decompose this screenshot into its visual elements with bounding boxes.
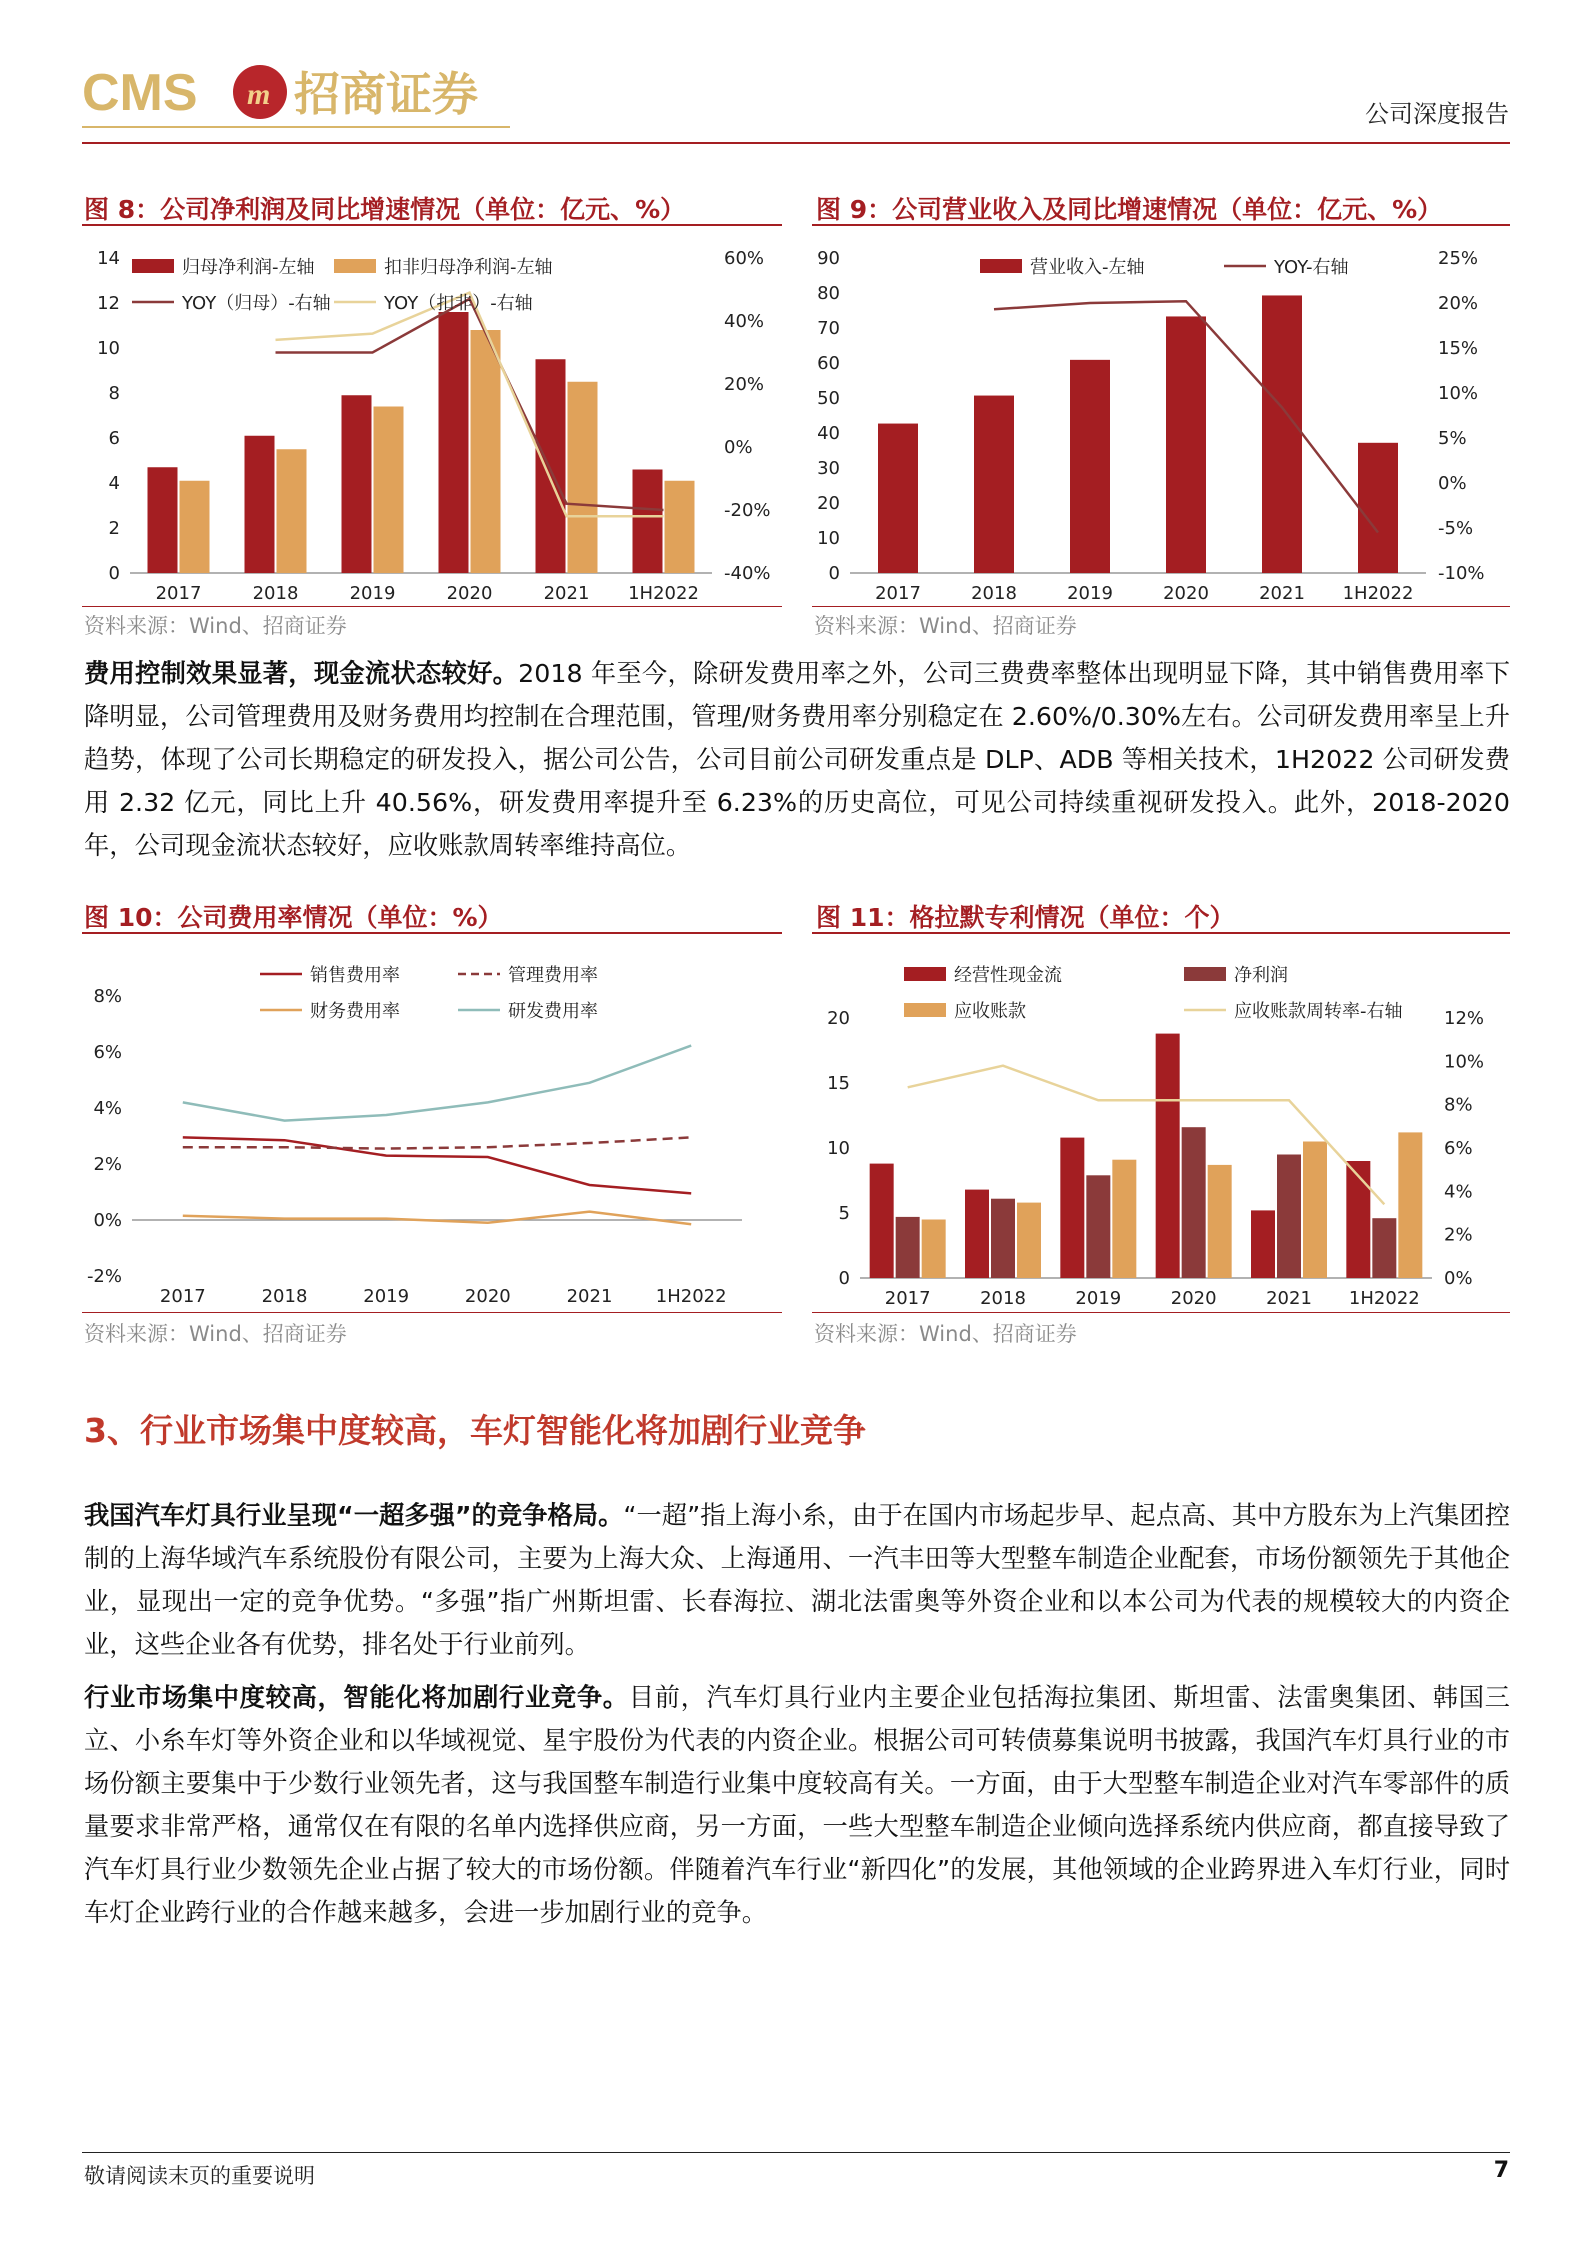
bar <box>277 449 307 573</box>
legend-swatch <box>904 1003 946 1017</box>
page-number: 7 <box>1493 2158 1509 2183</box>
bar <box>991 1199 1015 1278</box>
legend-label: 应收账款周转率-右轴 <box>1234 1001 1403 1022</box>
y-tick-label: 10 <box>97 338 120 359</box>
y-tick-label: 4 <box>108 473 120 494</box>
y-tick-label: 4% <box>93 1098 122 1119</box>
bar <box>148 467 178 573</box>
legend-label: 扣非归母净利润-左轴 <box>384 257 553 278</box>
x-tick-label: 2020 <box>1170 1288 1217 1309</box>
y2-tick-label: 15% <box>1438 338 1479 359</box>
series-line <box>276 293 664 517</box>
bar <box>374 407 404 574</box>
x-tick-label: 1H2022 <box>655 1286 727 1307</box>
y-tick-label: 14 <box>97 248 120 269</box>
series-line <box>183 1137 691 1193</box>
paragraph-body: 2018 年至今，除研发费用率之外，公司三费费率整体出现明显下降，其中销售费用率下降明显，公司管理费用及财务费用均控制在合理范围，管理/财务费用率分别稳定在 2.60%/0.30%左右。公司研发费用率呈上升趋势，体现了公司长期稳定的研发投入，据公司公告，公司目前公司研发重点是 DLP、ADB 等相关技术，1H2022 公司研发费用 2.32 亿元，同比上升 40.56%，研发费用率提升至 6.23%的历史高位，可见公司持续重视研发投入。此外，2018-2020 年，公司现金流状态较好，应收账款周转率维持高位。 <box>84 659 1510 860</box>
legend-swatch <box>1184 967 1226 981</box>
bar <box>439 312 469 573</box>
legend-label: 销售费用率 <box>310 965 400 986</box>
report-type: 公司深度报告 <box>1365 100 1509 128</box>
y-tick-label: 0 <box>828 563 840 584</box>
legend-label: 经营性现金流 <box>954 965 1062 986</box>
x-tick-label: 2020 <box>1163 583 1209 604</box>
bar <box>471 330 501 573</box>
fig8-rule <box>82 224 782 226</box>
legend-label: 财务费用率 <box>310 1001 400 1022</box>
fig10-rule <box>82 932 782 934</box>
x-tick-label: 2017 <box>884 1288 931 1309</box>
y-tick-label: 2 <box>108 518 120 539</box>
y2-tick-label: 6% <box>1444 1138 1473 1159</box>
bar <box>665 481 695 573</box>
bar <box>878 424 918 573</box>
paragraph-competition-pattern <box>84 1494 1510 1666</box>
y-tick-label: 70 <box>817 318 840 339</box>
paragraph-lead: 费用控制效果显著，现金流状态较好。 <box>84 659 519 688</box>
section-title: 3、行业市场集中度较高，车灯智能化将加剧行业竞争 <box>84 1411 866 1450</box>
y-tick-label: 0% <box>93 1210 122 1231</box>
series-line <box>276 299 664 510</box>
paragraph-body: 目前，汽车灯具行业内主要企业包括海拉集团、斯坦雷、法雷奥集团、韩国三立、小糸车灯等外资企业和以华域视觉、星宇股份为代表的内资企业。根据公司可转债募集说明书披露，我国汽车灯具行业的市场份额主要集中于少数行业领先者，这与我国整车制造行业集中度较高有关。一方面，由于大型整车制造企业对汽车零部件的质量要求非常严格，通常仅在有限的名单内选择供应商，另一方面，一些大型整车制造企业倾向选择系统内供应商，都直接导致了汽车灯具行业少数领先企业占据了较大的市场份额。伴随着汽车行业“新四化”的发展，其他领域的企业跨界进入车灯行业，同时车灯企业跨行业的合作越来越多，会进一步加剧行业的竞争。 <box>84 1683 1510 1927</box>
logo-underline <box>82 126 510 128</box>
fig10-chart <box>82 948 782 1312</box>
bar <box>1070 360 1110 573</box>
legend-label: YOY-右轴 <box>1274 257 1349 278</box>
bar <box>1251 1210 1275 1278</box>
legend-label: YOY（扣非）-右轴 <box>384 293 533 314</box>
fig11-chart <box>812 948 1510 1312</box>
fig9-bottom-rule <box>812 606 1510 607</box>
fig11-title: 图 11：格拉默专利情况（单位：个） <box>816 903 1235 932</box>
fig11-source: 资料来源：Wind、招商证券 <box>814 1322 1077 1346</box>
bar <box>974 396 1014 573</box>
y-tick-label: 80 <box>817 283 840 304</box>
paragraph-body: “一超”指上海小糸，由于在国内市场起步早、起点高、其中方股东为上汽集团控制的上海华域汽车系统股份有限公司，主要为上海大众、上海通用、一汽丰田等大型整车制造企业配套，市场份额领先于其他企业，显现出一定的竞争优势。“多强”指广州斯坦雷、长春海拉、湖北法雷奥等外资企业和以本公司为代表的规模较大的内资企业，这些企业各有优势，排名处于行业前列。 <box>84 1501 1510 1659</box>
y2-tick-label: 20% <box>1438 293 1479 314</box>
bar <box>870 1164 894 1278</box>
fig10-title: 图 10：公司费用率情况（单位：%） <box>84 903 503 932</box>
x-tick-label: 2017 <box>875 583 921 604</box>
x-tick-label: 2017 <box>159 1286 206 1307</box>
bar <box>1086 1175 1110 1278</box>
bar <box>1398 1132 1422 1278</box>
y2-tick-label: 25% <box>1438 248 1479 269</box>
fig9-rule <box>812 224 1510 226</box>
series-line <box>183 1046 691 1121</box>
y2-tick-label: 0% <box>1444 1268 1473 1289</box>
footer-note: 敬请阅读末页的重要说明 <box>84 2164 315 2188</box>
series-line <box>183 1212 691 1225</box>
y2-tick-label: 0% <box>724 437 753 458</box>
bar <box>245 436 275 573</box>
legend-swatch <box>132 259 174 273</box>
bar <box>342 395 372 573</box>
paragraph-lead: 行业市场集中度较高，智能化将加剧行业竞争。 <box>84 1683 629 1712</box>
x-tick-label: 1H2022 <box>1342 583 1414 604</box>
y-tick-label: 15 <box>827 1073 850 1094</box>
fig8-bottom-rule <box>82 606 782 607</box>
x-tick-label: 2019 <box>349 583 396 604</box>
paragraph-lead: 我国汽车灯具行业呈现“一超多强”的竞争格局。 <box>84 1501 624 1530</box>
bar <box>633 470 663 574</box>
y-tick-label: 12 <box>97 293 120 314</box>
y2-tick-label: 40% <box>724 311 765 332</box>
bar <box>180 481 210 573</box>
y2-tick-label: 12% <box>1444 1008 1485 1029</box>
bar <box>922 1220 946 1279</box>
x-tick-label: 2018 <box>252 583 299 604</box>
paragraph-expense-control <box>84 652 1510 867</box>
x-tick-label: 2021 <box>566 1286 613 1307</box>
y-tick-label: 5 <box>838 1203 850 1224</box>
x-tick-label: 1H2022 <box>628 583 699 604</box>
y-tick-label: 10 <box>817 528 840 549</box>
bar <box>568 382 598 573</box>
bar <box>1358 443 1398 573</box>
x-tick-label: 2020 <box>446 583 493 604</box>
y2-tick-label: -5% <box>1438 518 1474 539</box>
fig9-title: 图 9：公司营业收入及同比增速情况（单位：亿元、%） <box>816 195 1443 224</box>
y-tick-label: 2% <box>93 1154 122 1175</box>
x-tick-label: 2021 <box>1259 583 1305 604</box>
bar <box>1262 295 1302 573</box>
bar <box>1156 1034 1180 1278</box>
fig11-rule <box>812 932 1510 934</box>
legend-label: 归母净利润-左轴 <box>182 257 315 278</box>
fig10-bottom-rule <box>82 1312 782 1313</box>
bar <box>965 1190 989 1278</box>
x-tick-label: 2019 <box>363 1286 410 1307</box>
y-tick-label: -2% <box>86 1266 122 1287</box>
y2-tick-label: 8% <box>1444 1094 1473 1116</box>
footer-rule <box>82 2152 1510 2153</box>
legend-swatch <box>980 259 1022 273</box>
y-tick-label: 50 <box>817 388 840 409</box>
bar <box>1017 1203 1041 1278</box>
y-tick-label: 20 <box>817 493 840 514</box>
bar <box>1346 1161 1370 1278</box>
x-tick-label: 1H2022 <box>1348 1288 1420 1309</box>
paragraph-market-concentration <box>84 1676 1510 1934</box>
y-tick-label: 6% <box>93 1042 122 1063</box>
y-tick-label: 60 <box>817 353 840 374</box>
legend-label: 净利润 <box>1234 965 1288 986</box>
x-tick-label: 2021 <box>543 583 590 604</box>
y-tick-label: 90 <box>817 248 840 269</box>
y-tick-label: 30 <box>817 458 840 479</box>
y2-tick-label: 4% <box>1444 1181 1473 1203</box>
header-rule <box>82 142 1510 144</box>
legend-label: YOY（归母）-右轴 <box>182 293 331 314</box>
y2-tick-label: 2% <box>1444 1224 1473 1246</box>
x-tick-label: 2020 <box>464 1286 511 1307</box>
y2-tick-label: 5% <box>1438 428 1467 449</box>
legend-label: 营业收入-左轴 <box>1030 257 1145 278</box>
y-tick-label: 40 <box>817 423 840 444</box>
fig8-chart <box>82 240 782 610</box>
y-tick-label: 6 <box>108 428 120 449</box>
bar <box>1182 1127 1206 1278</box>
y2-tick-label: -20% <box>724 500 771 521</box>
y2-tick-label: 10% <box>1438 383 1479 404</box>
legend-label: 应收账款 <box>954 1001 1026 1022</box>
legend-swatch <box>334 259 376 273</box>
y2-tick-label: 0% <box>1438 473 1467 494</box>
y2-tick-label: -10% <box>1438 563 1485 584</box>
bar <box>1060 1138 1084 1278</box>
logo-text: CMS <box>82 64 198 122</box>
y-tick-label: 8 <box>108 383 120 404</box>
x-tick-label: 2019 <box>1075 1288 1122 1309</box>
y2-tick-label: 10% <box>1444 1051 1485 1073</box>
bar <box>1372 1218 1396 1278</box>
legend-label: 研发费用率 <box>508 1001 598 1022</box>
y-tick-label: 0 <box>108 563 120 584</box>
x-tick-label: 2018 <box>980 1288 1026 1309</box>
fig9-chart <box>812 240 1510 610</box>
legend-label: 管理费用率 <box>508 965 598 986</box>
bar <box>1112 1160 1136 1278</box>
legend-swatch <box>904 967 946 981</box>
bar <box>1208 1165 1232 1278</box>
bar <box>1303 1142 1327 1279</box>
y-tick-label: 10 <box>827 1138 850 1159</box>
x-tick-label: 2017 <box>155 583 202 604</box>
fig8-title: 图 8：公司净利润及同比增速情况（单位：亿元、%） <box>84 195 686 224</box>
x-tick-label: 2018 <box>971 583 1017 604</box>
fig11-bottom-rule <box>812 1312 1510 1313</box>
x-tick-label: 2018 <box>261 1286 308 1307</box>
fig8-source: 资料来源：Wind、招商证券 <box>84 614 347 638</box>
y-tick-label: 8% <box>93 986 122 1007</box>
x-tick-label: 2019 <box>1067 583 1113 604</box>
bar <box>536 359 566 573</box>
logo-emblem-icon: m <box>247 78 271 111</box>
y-tick-label: 0 <box>838 1268 850 1289</box>
y2-tick-label: 60% <box>724 248 765 269</box>
y2-tick-label: -40% <box>724 563 771 584</box>
y2-tick-label: 20% <box>724 374 765 395</box>
fig10-source: 资料来源：Wind、招商证券 <box>84 1322 347 1346</box>
company-logo <box>82 58 522 124</box>
bar <box>1277 1155 1301 1279</box>
y-tick-label: 20 <box>827 1008 850 1029</box>
bar <box>896 1217 920 1278</box>
bar <box>1166 316 1206 573</box>
logo-cn: 招商证券 <box>294 67 478 121</box>
fig9-source: 资料来源：Wind、招商证券 <box>814 614 1077 638</box>
x-tick-label: 2021 <box>1266 1288 1312 1309</box>
